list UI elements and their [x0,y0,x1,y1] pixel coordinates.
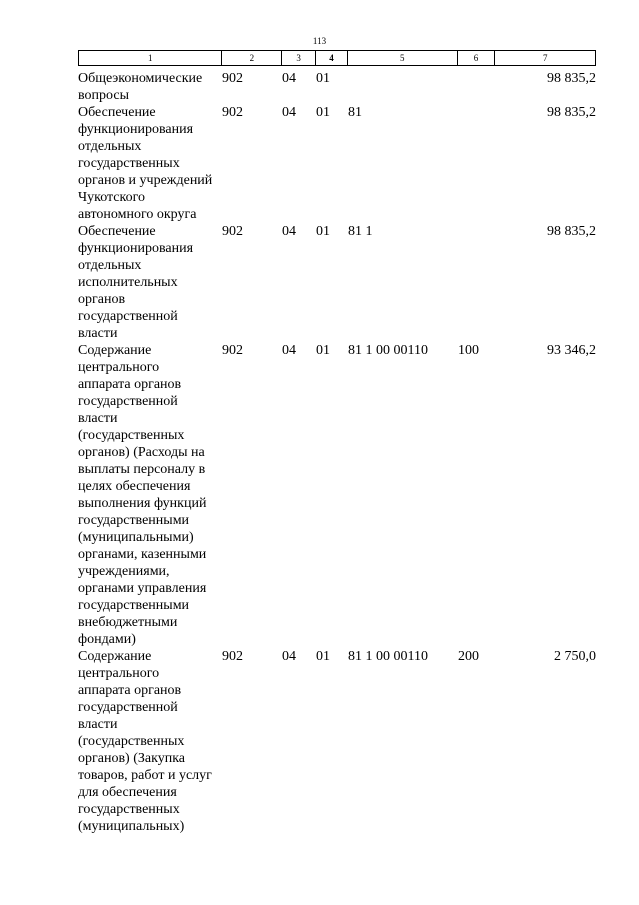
row-code-4: 01 [316,224,330,239]
row-amount: 98 835,2 [547,224,596,239]
row-code-3: 04 [282,71,296,86]
row-code-2: 902 [222,649,243,664]
row-code-6 [458,70,496,104]
row-name: Обеспечение функционирования отдельных государственных органов и учреждений Чукотского автономного округа [78,105,213,222]
table-row [78,70,596,104]
row-code-2: 902 [222,343,243,358]
table-body [78,70,596,835]
row-code-4: 01 [316,105,330,120]
row-name: Обеспечение функционирования отдельных исполнительных органов государственной власти [78,224,194,341]
row-code-3: 04 [282,343,296,358]
table-header [78,50,596,66]
row-code-3: 04 [282,105,296,120]
header-col-3: 3 [282,51,316,65]
row-code-5: 81 [348,105,362,120]
header-col-1: 1 [79,51,222,65]
header-col-4: 4 [316,51,348,65]
row-name: Содержание центрального аппарата органов государственной власти (государственных органов) (Закупка товаров, работ и услуг для обеспечения государственных (муниципальных) [78,649,212,834]
row-code-5: 81 1 00 00110 [348,649,428,664]
row-code-2: 902 [222,105,243,120]
row-code-4: 01 [316,649,330,664]
row-code-2: 902 [222,224,243,239]
header-col-6: 6 [458,51,496,65]
row-amount: 98 835,2 [547,105,596,120]
row-amount: 93 346,2 [547,343,596,358]
header-col-7: 7 [542,53,548,63]
row-code-4: 01 [316,71,330,86]
row-code-5: 81 1 [348,224,373,239]
row-amount: 2 750,0 [554,649,596,664]
table-row [78,342,596,648]
row-code-6: 200 [458,649,479,664]
row-code-5: 81 1 00 00110 [348,343,428,358]
row-name: Общеэкономические вопросы [78,71,203,103]
row-code-3: 04 [282,224,296,239]
header-col-2: 2 [222,51,282,65]
row-code-5 [348,70,458,104]
table-row [78,648,596,835]
row-code-2: 902 [222,71,243,86]
table-row [78,223,596,342]
row-code-6 [458,223,496,342]
page-number: 113 [312,36,327,46]
row-code-4: 01 [316,343,330,358]
row-code-6 [458,104,496,223]
row-name: Содержание центрального аппарата органов государственной власти (государственных органов) (Расходы на выплаты персоналу в целях обеспечения выполнения функций государственными (муниципальными) органами, казенными учреждениями, органами управления государственными внебюджетными фондами) [78,343,207,647]
row-amount: 98 835,2 [547,71,596,86]
row-code-3: 04 [282,649,296,664]
row-code-6: 100 [458,343,479,358]
table-row [78,104,596,223]
header-col-5: 5 [348,51,458,65]
